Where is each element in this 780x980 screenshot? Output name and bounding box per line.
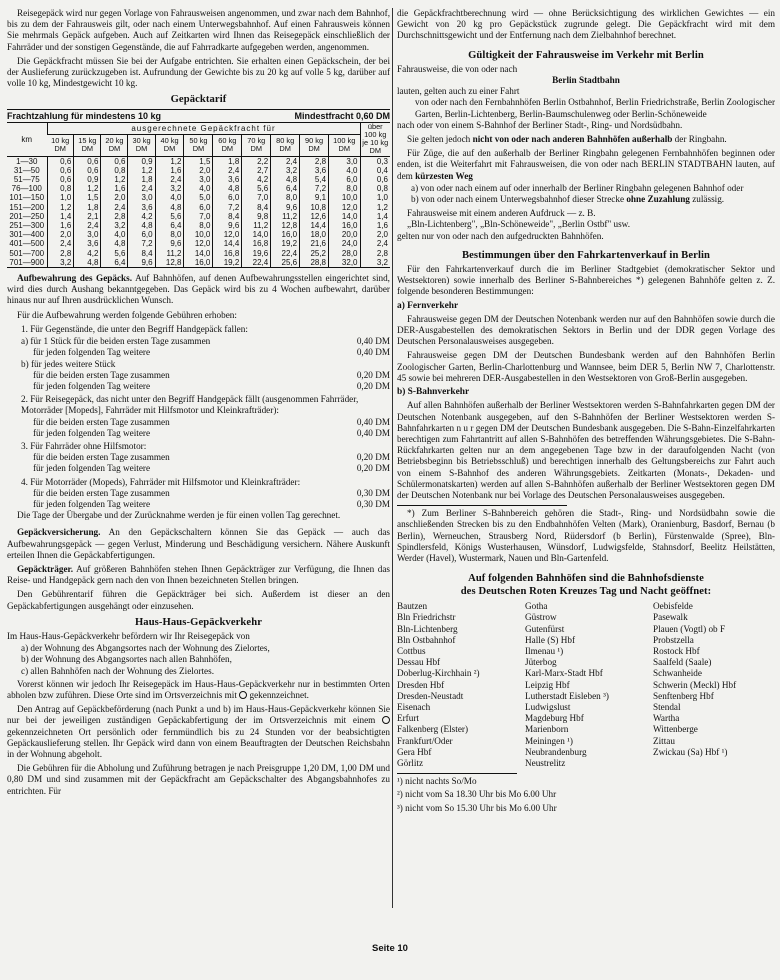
left-column — [7, 8, 390, 800]
table-row — [7, 230, 390, 239]
station-item: Eisenach — [397, 701, 431, 712]
km-cell: 51—75 — [13, 175, 40, 185]
fracht-cell: 2,4 — [47, 239, 74, 248]
fracht-cell: 3,2 — [47, 258, 74, 268]
fracht-cell: 7,2 — [128, 239, 155, 248]
station-item: Wittenberge — [653, 724, 698, 735]
km-cell: 201—250 — [9, 211, 45, 221]
berlin-paragraph-3: Für Züge, die auf den außerhalb der Berliner Ringbahn gelegenen Fernbahnhöfen beginnen oder enden, ist die Weiterfahrt mit Fahrausweisen, die von oder nach BERLIN STADTBAHN lauten, auf dem kürzesten Weg — [397, 148, 775, 181]
fracht-cell: 2,4 — [360, 239, 390, 248]
fracht-cell: 2,0 — [101, 193, 128, 202]
fracht-cell: 3,0 — [74, 230, 101, 239]
fee-row: für jeden folgenden Tag weitere 0,40 DM — [33, 347, 390, 358]
table-row — [7, 193, 390, 202]
fee-row: für jeden folgenden Tag weitere 0,20 DM — [33, 463, 390, 474]
fracht-cell: 5,4 — [300, 175, 329, 184]
fracht-cell: 0,6 — [101, 156, 128, 166]
fracht-cell: 9,6 — [271, 203, 300, 212]
fracht-cell: 24,0 — [329, 239, 360, 248]
footnote-divider — [397, 505, 567, 506]
station-item: Zittau — [653, 735, 675, 746]
fracht-cell: 2,4 — [213, 166, 242, 175]
fracht-cell: 28,8 — [300, 258, 329, 268]
fracht-cell: 2,4 — [74, 221, 101, 230]
fracht-cell: 1,5 — [74, 193, 101, 202]
fracht-cell: 6,0 — [213, 193, 242, 202]
fracht-cell: 1,8 — [74, 203, 101, 212]
fracht-cell: 32,0 — [329, 258, 360, 268]
fracht-cell: 25,2 — [300, 249, 329, 258]
fracht-cell: 1,2 — [128, 166, 155, 175]
fracht-cell: 22,4 — [271, 249, 300, 258]
fracht-cell: 12,8 — [155, 258, 184, 268]
fracht-cell: 3,2 — [155, 184, 184, 193]
fracht-cell: 1,2 — [101, 175, 128, 184]
haus-item-b: b) der Wohnung des Abgangsortes nach allen Bahnhöfen, — [21, 654, 232, 665]
fracht-cell: 10,0 — [329, 193, 360, 202]
fracht-cell: 20,0 — [329, 230, 360, 239]
fracht-cell: 14,0 — [184, 249, 213, 258]
aufbewahrung-paragraph: Aufbewahrung des Gepäcks. Auf Bahnhöfen, auf denen Aufbewahrungsstellen eingerichtet sind, wird dies durch Aushang bekanntgegeben. Das Gepäck wird bis zu 4 Wochen aufbewahrt, darüber hinaus nur auf Ihren ausdrücklichen Wunsch. — [7, 273, 390, 306]
station-item: Bln Friedrichstr — [397, 612, 456, 623]
verkauf-intro: Für den Fahrkartenverkauf durch die im Berliner Stadtgebiet (demokratischer Sektor und Westsektoren) sowie innerhalb des Berliner S-Bahnbereiches *) gelegenen Bahnhöfe gelten z. Z. folgende besonderen Bestimmungen: — [397, 264, 775, 297]
fracht-cell: 4,8 — [155, 203, 184, 212]
notes-divider — [397, 773, 517, 774]
weight-header: 80 kg DM — [271, 135, 300, 157]
fracht-cell: 4,0 — [101, 230, 128, 239]
sbahn-footnote: *) Zum Berliner S-Bahnbereich gehören die Stadt-, Ring- und Nordsüdbahn sowie die anschließenden Strecken bis zu den Endbahnhöfen Velten (Mark), Oranienburg, Basdorf, Bernau (b Berlin), Werneuchen, Strausberg Nord, Rüdersdorf (b Berlin), Fürstenwalde (Spree), Bln-Spindlersfeld, Königs Wusterhausen, Wünsdorf, Ludwigsfelde, Stahnsdorf, Beelitz Heilstätten, Werder (Havel), Wustermark, Nauen und Bln-Gartenfeld. — [397, 508, 775, 563]
fracht-cell: 2,0 — [47, 230, 74, 239]
station-item: Gutenfürst — [525, 623, 565, 634]
tarif-table — [7, 122, 390, 268]
fracht-cell: 12,6 — [300, 212, 329, 221]
km-cell: 76—100 — [11, 184, 42, 194]
fracht-cell: 1,0 — [47, 193, 74, 202]
fracht-cell: 2,4 — [271, 156, 300, 166]
fracht-cell: 2,8 — [360, 249, 390, 258]
fee-row: b) für jedes weitere Stück — [21, 358, 116, 369]
fracht-cell: 2,0 — [184, 166, 213, 175]
fracht-cell: 1,2 — [155, 156, 184, 166]
fracht-cell: 5,6 — [155, 212, 184, 221]
fracht-cell: 1,0 — [360, 193, 390, 202]
weight-header: 20 kg DM — [101, 135, 128, 157]
station-item: Marienborn — [525, 724, 569, 735]
table-row — [7, 249, 390, 258]
weight-header: 10 kg DM — [47, 135, 74, 157]
fracht-cell: 8,0 — [329, 184, 360, 193]
station-item: Zwickau (Sa) Hbf ¹) — [653, 746, 728, 757]
fracht-cell: 11,2 — [271, 212, 300, 221]
fee-row: für die beiden ersten Tage zusammen 0,20 DM — [33, 369, 390, 380]
traeger-paragraph: Gepäckträger. Auf größeren Bahnhöfen stehen Ihnen Gepäckträger zur Verfügung, die Ihnen das Reise- und Handgepäck gern nach den von Ihnen bezeichneten Stellen bringen. — [7, 563, 390, 586]
fracht-cell: 14,0 — [242, 230, 271, 239]
haus-paragraph-2: Den Antrag auf Gepäckbeförderung (nach Punkt a und b) im Haus-Haus-Gepäckverkehr können Sie nur bei der jeweiligen zuständigen Gepäckabfertigung der im Ortsverzeichnis mit einem gekennzeichneten Ort persönlich oder fernmündlich bis zu 24 Stunden vor der beabsichtigten Gepäckauslieferung stellen. Ihr Gepäck wird dann von einem Beauftragten der Deutschen Reichsbahn in der Wohnung abgeholt. — [7, 704, 390, 759]
fracht-cell: 11,2 — [155, 249, 184, 258]
fracht-cell: 1,4 — [360, 212, 390, 221]
weight-header: 90 kg DM — [300, 135, 329, 157]
fracht-cell: 11,2 — [242, 221, 271, 230]
drk-title: Auf folgenden Bahnhöfen sind die Bahnhofsdienste des Deutschen Roten Kreuzes Tag und Nacht geöffnet: — [460, 573, 712, 598]
fracht-cell: 2,7 — [242, 166, 271, 175]
berlin-paragraph-2: Sie gelten jedoch nicht von oder nach anderen Bahnhöfen außerhalb der Ringbahn. — [407, 134, 727, 145]
fracht-cell: 0,3 — [360, 156, 390, 166]
fracht-cell: 19,2 — [213, 258, 242, 268]
station-item: Görlitz — [397, 757, 424, 768]
station-item: Halle (S) Hbf — [525, 634, 576, 645]
berlin-line: nach oder von einem S-Bahnhof der Berliner Stadt-, Ring- und Nordsüdbahn. — [397, 119, 683, 130]
berlin-paragraph-4b: „Bln-Lichtenberg", „Bln-Schöneweide", „Berlin Ostbf" usw. — [407, 219, 631, 230]
km-cell: 401—500 — [9, 239, 45, 249]
table-row — [7, 258, 390, 268]
table-row — [7, 184, 390, 193]
station-item: Jüterbog — [525, 657, 557, 668]
fracht-cell: 9,6 — [128, 258, 155, 268]
fracht-cell: 3,6 — [300, 166, 329, 175]
table-row — [7, 221, 390, 230]
station-item: Wartha — [653, 713, 680, 724]
sbahn-heading: b) S-Bahnverkehr — [397, 387, 470, 398]
fee-row: für die beiden ersten Tage zusammen 0,20 DM — [33, 452, 390, 463]
fracht-cell: 3,6 — [128, 203, 155, 212]
fracht-cell: 1,2 — [360, 203, 390, 212]
fracht-cell: 1,6 — [47, 221, 74, 230]
fracht-cell: 5,0 — [184, 193, 213, 202]
fracht-cell: 1,8 — [128, 175, 155, 184]
fracht-cell: 16,0 — [184, 258, 213, 268]
station-item: Gotha — [525, 601, 548, 612]
fracht-cell: 3,2 — [101, 221, 128, 230]
station-item: Dresden-Neustadt — [397, 690, 464, 701]
weight-header: 50 kg DM — [184, 135, 213, 157]
station-item — [653, 758, 775, 769]
fracht-cell: 8,0 — [184, 221, 213, 230]
table-row — [7, 166, 390, 175]
fracht-cell: 9,6 — [155, 239, 184, 248]
fracht-cell: 12,0 — [184, 239, 213, 248]
fracht-cell: 1,6 — [155, 166, 184, 175]
fracht-cell: 2,2 — [242, 156, 271, 166]
station-item: Rostock Hbf — [653, 645, 700, 656]
fracht-cell: 0,8 — [101, 166, 128, 175]
fracht-cell: 0,6 — [74, 156, 101, 166]
fee3-head: 3. Für Fahrräder ohne Hilfsmotor: — [21, 440, 147, 451]
station-item: Stendal — [653, 701, 681, 712]
weight-header: 30 kg DM — [128, 135, 155, 157]
fracht-cell: 12,0 — [213, 230, 242, 239]
fracht-cell: 4,2 — [242, 175, 271, 184]
fracht-cell: 7,2 — [213, 203, 242, 212]
weight-header: 100 kg DM — [329, 135, 360, 157]
haus-paragraph-1: Vorerst können wir jedoch Ihr Reisegepäck im Haus-Haus-Gepäckverkehr nur in bestimmten Orten abholen bzw zuführen. Diese Orte sind im Ortsverzeichnis mit gekennzeichnet. — [7, 678, 390, 700]
station-list — [397, 601, 775, 769]
km-cell: 31—50 — [13, 165, 40, 175]
fracht-cell: 16,0 — [271, 230, 300, 239]
km-cell: 301—400 — [9, 230, 45, 240]
fracht-cell: 4,2 — [74, 249, 101, 258]
fracht-cell: 28,0 — [329, 249, 360, 258]
fracht-cell: 7,0 — [242, 193, 271, 202]
last-header: über 100 kg je 10 kg DM — [360, 122, 390, 156]
fracht-cell: 3,6 — [74, 239, 101, 248]
fracht-cell: 1,6 — [360, 221, 390, 230]
km-cell: 701—900 — [7, 258, 47, 268]
note: ²) nicht vom Sa 18.30 Uhr bis Mo 6.00 Uhr — [397, 789, 557, 800]
station-item: Frankfurt/Oder — [397, 735, 453, 746]
circle-symbol-icon — [239, 691, 247, 699]
fracht-cell: 4,8 — [128, 221, 155, 230]
fracht-cell: 0,8 — [47, 184, 74, 193]
fracht-cell: 21,6 — [300, 239, 329, 248]
station-item: Saalfeld (Saale) — [653, 657, 712, 668]
fracht-cell: 2,8 — [47, 249, 74, 258]
km-cell: 1—30 — [16, 156, 38, 166]
station-item: Meiningen ¹) — [525, 735, 573, 746]
fracht-cell: 4,0 — [329, 166, 360, 175]
traeger-paragraph-2: Den Gebührentarif führen die Gepäckträger bei sich. Außerdem ist dieser an den Gepäckabfertigungen ausgehängt oder einzusehen. — [7, 589, 390, 611]
station-item: Gera Hbf — [397, 746, 432, 757]
fracht-cell: 14,4 — [300, 221, 329, 230]
fracht-cell: 1,6 — [101, 184, 128, 193]
fracht-cell: 0,8 — [360, 184, 390, 193]
fracht-cell: 0,6 — [47, 156, 74, 166]
fracht-cell: 1,5 — [184, 156, 213, 166]
circle-symbol-icon — [382, 716, 390, 724]
fracht-cell: 4,8 — [101, 239, 128, 248]
fracht-cell: 25,6 — [271, 258, 300, 268]
berlin-paragraph-4: Fahrausweise mit einem anderen Aufdruck — z. B. — [407, 208, 596, 219]
fracht-cell: 8,0 — [155, 230, 184, 239]
fracht-cell: 3,0 — [329, 156, 360, 166]
fracht-cell: 0,6 — [74, 166, 101, 175]
fracht-cell: 0,6 — [47, 175, 74, 184]
fracht-cell: 9,1 — [300, 193, 329, 202]
table-row — [7, 239, 390, 248]
fracht-cell: 19,2 — [271, 239, 300, 248]
haus-item-a: a) der Wohnung des Abgangsortes nach der Wohnung des Zielortes, — [21, 643, 270, 654]
fracht-cell: 5,6 — [242, 184, 271, 193]
fracht-cell: 2,1 — [74, 212, 101, 221]
berlin-line: von oder nach den Fernbahnhöfen Berlin Ostbahnhof, Berlin Friedrichstraße, Berlin Zoologischer Garten, Berlin-Lichtenberg, Berlin-Baumschulenweg oder Berlin-Schöneweide — [415, 97, 775, 119]
station-item: Pasewalk — [653, 612, 688, 623]
station-item: Ludwigslust — [525, 701, 571, 712]
continuation-paragraph: die Gepäckfrachtberechnung wird — ohne Berücksichtigung des wirklichen Gewichtes — ein Gewicht von 20 kg pro Gepäckstück zugrunde gelegt. Die Gepäckfracht wird mit dem Durchschnittsgewicht und der Entfernung nach dem Zielbahnhof berechnet. — [397, 8, 775, 41]
note: ³) nicht vom So 15.30 Uhr bis Mo 6.00 Uhr — [397, 802, 557, 813]
station-item: Schwerin (Meckl) Hbf — [653, 679, 737, 690]
fracht-cell: 7,2 — [300, 184, 329, 193]
fracht-cell: 2,4 — [155, 175, 184, 184]
haus-title: Haus-Haus-Gepäckverkehr — [134, 616, 263, 628]
fracht-cell: 3,0 — [128, 193, 155, 202]
km-header: km — [7, 122, 47, 156]
station-item: Oebisfelde — [653, 601, 693, 612]
fracht-cell: 6,0 — [329, 175, 360, 184]
station-notes — [397, 776, 775, 814]
fracht-cell: 8,4 — [242, 203, 271, 212]
fracht-cell: 2,8 — [300, 156, 329, 166]
station-item: Cottbus — [397, 645, 426, 656]
berlin-line: lauten, gelten auch zu einer Fahrt — [397, 86, 520, 97]
fracht-cell: 3,0 — [184, 175, 213, 184]
fracht-cell: 3,2 — [360, 258, 390, 268]
fracht-cell: 2,4 — [128, 184, 155, 193]
station-item: Leipzig Hbf — [525, 679, 570, 690]
fracht-cell: 14,0 — [329, 212, 360, 221]
station-item: Senftenberg Hbf — [653, 690, 714, 701]
fracht-cell: 19,6 — [242, 249, 271, 258]
station-item: Plauen (Vogtl) ob F — [653, 623, 726, 634]
station-item: Schwanheide — [653, 668, 702, 679]
fracht-cell: 6,4 — [101, 258, 128, 268]
fracht-cell: 16,8 — [213, 249, 242, 258]
fracht-cell: 4,0 — [155, 193, 184, 202]
fracht-cell: 16,8 — [242, 239, 271, 248]
fee-row: für jeden folgenden Tag weitere 0,40 DM — [33, 427, 390, 438]
fracht-cell: 9,6 — [213, 221, 242, 230]
fracht-cell: 0,6 — [47, 166, 74, 175]
weight-header: 15 kg DM — [74, 135, 101, 157]
verkauf-title: Bestimmungen über den Fahrkartenverkauf in Berlin — [461, 249, 711, 261]
fracht-cell: 0,9 — [128, 156, 155, 166]
station-item: Dessau Hbf — [397, 657, 441, 668]
fracht-cell: 0,9 — [74, 175, 101, 184]
fracht-cell: 4,8 — [74, 258, 101, 268]
fracht-cell: 6,0 — [184, 203, 213, 212]
fracht-cell: 10,8 — [300, 203, 329, 212]
fracht-cell: 1,2 — [47, 203, 74, 212]
fracht-cell: 1,8 — [213, 156, 242, 166]
fracht-cell: 4,2 — [128, 212, 155, 221]
fee-row: für die beiden ersten Tage zusammen 0,40 DM — [33, 416, 390, 427]
station-item: Bln Ostbahnhof — [397, 634, 456, 645]
fee-row: für jeden folgenden Tag weitere 0,30 DM — [33, 498, 390, 509]
fee-row: für die beiden ersten Tage zusammen 0,30 DM — [33, 487, 390, 498]
fernverkehr-heading: a) Fernverkehr — [397, 300, 459, 311]
fee1-head: 1. Für Gegenstände, die unter den Begriff Handgepäck fallen: — [21, 323, 248, 334]
haus-paragraph-3: Die Gebühren für die Abholung und Zuführung betragen je nach Preisgruppe 1,20 DM, 1,00 DM und 0,80 DM und sind zusammen mit der Gepäckfracht am Gepäckschalter des Abgangsbahnhofes zu entrichten. Für — [7, 763, 390, 796]
fracht-paragraph: Die Gepäckfracht müssen Sie bei der Aufgabe entrichten. Sie erhalten einen Gepäckschein, der bei der Auslieferung zurückzugeben ist. Aufrundung der Gewichte bis zu 20 kg auf volle 5 kg, darüber auf volle 10 kg, Mindestgewicht 10 kg. — [7, 55, 390, 89]
berlin-title: Gültigkeit der Fahrausweise im Verkehr mit Berlin — [468, 49, 704, 61]
fernverkehr-paragraph-1: Fahrausweise gegen DM der Deutschen Notenbank werden nur auf den Bahnhöfen sowie durch die DER-Ausgabestellen des demokratischen Sektors in Berlin und der DDR gegen Vorlage des Deutschen Personalausweises ausgegeben. — [397, 313, 775, 347]
table-row — [7, 156, 390, 166]
fracht-cell: 12,0 — [329, 203, 360, 212]
fracht-cell: 0,4 — [360, 166, 390, 175]
berlin-line: Fahrausweise, die von oder nach — [397, 63, 518, 74]
fracht-cell: 9,8 — [242, 212, 271, 221]
fracht-cell: 2,4 — [101, 203, 128, 212]
weight-header: 40 kg DM — [155, 135, 184, 157]
fracht-cell: 1,4 — [47, 212, 74, 221]
versicherung-paragraph: Gepäckversicherung. An den Gepäckschaltern können Sie das Gepäck — auch das Aufbewahrungsgepäck — gegen Verlust, Minderung und Beschädigung versichern. Nähere Auskunft erteilen Ihnen die Gepäckabfertigungen. — [7, 527, 390, 560]
station-item: Falkenberg (Elster) — [397, 724, 469, 735]
note: ¹) nicht nachts So/Mo — [397, 776, 477, 787]
sbahn-paragraph: Auf allen Bahnhöfen außerhalb der Berliner Westsektoren werden S-Bahnfahrkarten gegen DM der Deutschen Notenbank ausgegeben, auf den S-Bahnhöfen der Berliner Westsektoren werden S-Bahnfahrkarten n u r gegen DM der Deutschen Bundesbank ausgegeben. Die S-Bahn-Einzelfahrkarten berechtigen zum Fahrtantritt auf allen S-Bahnhöfen des betreffenden Währungsgebietes. Die S-Bahn-Rückfahrkarten gelten nur an dem angegebenen Tage bzw in der daraufolgenden Nacht (von Betriebsbeginn bis Betriebsschluß) und berechtigen innerhalb des Geltungsbereichs zur Fahrt auch von einem S-Bahnhof des anderen Währungsgebiets. Zeitkarten (Monats-, Dekaden- und Schülermonatskarten) werden auf allen S-Bahnhöfen außerhalb der Berliner Westsektoren gegen DM der Deutschen Notenbank nur bei Vorlage des Deutschen Personalausweises ausgegeben. — [397, 400, 775, 500]
fracht-cell: 8,4 — [128, 249, 155, 258]
station-item: Bln-Lichtenberg — [397, 623, 458, 634]
km-cell: 151—200 — [9, 202, 45, 212]
fracht-cell: 18,0 — [300, 230, 329, 239]
tarif-title: Gepäcktarif — [170, 94, 227, 106]
fees-outro: Die Tage der Übergabe und der Zurücknahme werden je für einen vollen Tag gerechnet. — [17, 510, 341, 521]
weight-header: 70 kg DM — [242, 135, 271, 157]
fee4-head: 4. Für Motorräder (Mopeds), Fahrräder mit Hilfsmotor und Kleinkrafträder: — [21, 476, 301, 487]
fee-row: a) für 1 Stück für die beiden ersten Tage zusammen 0,40 DM — [21, 336, 390, 347]
berlin-stadtbahn: Berlin Stadtbahn — [552, 75, 620, 86]
fee2-head: 2. Für Reisegepäck, das nicht unter den Begriff Handgepäck fällt (ausgenommen Fahrräder, Motorräder [Mopeds], Fahrräder mit Hilfsmotor und Kleinkrafträder): — [21, 394, 359, 416]
weight-header: 60 kg DM — [213, 135, 242, 157]
berlin-item-a: a) von oder nach einem auf oder innerhalb der Berliner Ringbahn gelegenen Bahnhof oder — [411, 182, 744, 193]
station-item: Lutherstadt Eisleben ³) — [525, 690, 609, 701]
fees-intro: Für die Aufbewahrung werden folgende Gebühren erhoben: — [17, 309, 237, 320]
station-item: Dresden Hbf — [397, 679, 445, 690]
station-item: Doberlug-Kirchhain ²) — [397, 668, 480, 679]
group-header: ausgerechnete Gepäckfracht für — [47, 122, 360, 134]
column-divider — [392, 8, 393, 908]
table-row — [7, 203, 390, 212]
fracht-cell: 3,6 — [213, 175, 242, 184]
km-cell: 251—300 — [9, 221, 45, 231]
station-item: Erfurt — [397, 713, 419, 724]
tarif-subheader: Frachtzahlung für mindestens 10 kg Mindestfracht 0,60 DM — [7, 110, 390, 121]
fracht-cell: 1,2 — [74, 184, 101, 193]
page-number: Seite 10 — [372, 943, 408, 954]
fracht-cell: 16,0 — [329, 221, 360, 230]
fee-row: für jeden folgenden Tag weitere 0,20 DM — [33, 380, 390, 391]
haus-item-c: c) allen Bahnhöfen nach der Wohnung des Zielortes. — [21, 665, 214, 676]
table-row — [7, 175, 390, 184]
station-item: Güstrow — [525, 612, 557, 623]
fracht-cell: 0,6 — [360, 175, 390, 184]
fracht-cell: 2,8 — [101, 212, 128, 221]
berlin-item-b: b) von oder nach einem Unterwegsbahnhof dieser Strecke ohne Zuzahlung zulässig. — [411, 194, 725, 205]
station-item: Probstzella — [653, 634, 694, 645]
fernverkehr-paragraph-2: Fahrausweise gegen DM der Deutschen Bundesbank werden auf den Bahnhöfen Berlin Zoologischer Garten, Berlin-Charlottenburg und Wannsee, beim DER 5, Berlin NW 7, Charlottenstr. 45 sowie bei mehreren DER-Ausgabestellen in den Westsektoren von Groß-Berlin ausgegeben. — [397, 350, 775, 383]
fracht-cell: 7,0 — [184, 212, 213, 221]
fracht-cell: 10,0 — [184, 230, 213, 239]
km-cell: 101—150 — [9, 193, 45, 203]
fracht-cell: 22,4 — [242, 258, 271, 268]
fracht-cell: 2,0 — [360, 230, 390, 239]
fracht-cell: 12,8 — [271, 221, 300, 230]
berlin-paragraph-4c: gelten nur von oder nach den aufgedruckten Bahnhöfen. — [397, 230, 604, 241]
station-item: Karl-Marx-Stadt Hbf — [525, 668, 603, 679]
fracht-cell: 8,4 — [213, 212, 242, 221]
km-cell: 501—700 — [9, 248, 45, 258]
fracht-cell: 4,0 — [184, 184, 213, 193]
fracht-cell: 6,4 — [271, 184, 300, 193]
right-column — [397, 8, 775, 816]
fracht-cell: 14,4 — [213, 239, 242, 248]
station-item: Bautzen — [397, 601, 428, 612]
fracht-cell: 8,0 — [271, 193, 300, 202]
table-row — [7, 212, 390, 221]
fracht-cell: 3,2 — [271, 166, 300, 175]
fracht-cell: 6,4 — [155, 221, 184, 230]
fracht-cell: 6,0 — [128, 230, 155, 239]
fracht-cell: 4,8 — [271, 175, 300, 184]
intro-paragraph: Reisegepäck wird nur gegen Vorlage von Fahrausweisen angenommen, und zwar nach dem Bahnhof, bis zu dem der Fahrausweis gilt, oder nach einem Unterwegsbahnhof. Auf einen Fahrausweis können Sie mehrmals Gepäck aufgeben. Auch auf Zeitkarten wird Ihnen das Reisegepäck einschließlich der Fahrräder und der sonstigen Gegenstände, die auf Fahrradkarte aufgegeben werden, angenommen. — [7, 8, 390, 52]
station-item: Magdeburg Hbf — [525, 713, 584, 724]
station-item: Neubrandenburg — [525, 746, 587, 757]
station-item: Ilmenau ¹) — [525, 645, 564, 656]
haus-intro: Im Haus-Haus-Gepäckverkehr befördern wir Ihr Reisegepäck von — [7, 630, 250, 641]
fracht-cell: 4,8 — [213, 184, 242, 193]
fracht-cell: 5,6 — [101, 249, 128, 258]
station-item: Neustrelitz — [525, 757, 566, 768]
